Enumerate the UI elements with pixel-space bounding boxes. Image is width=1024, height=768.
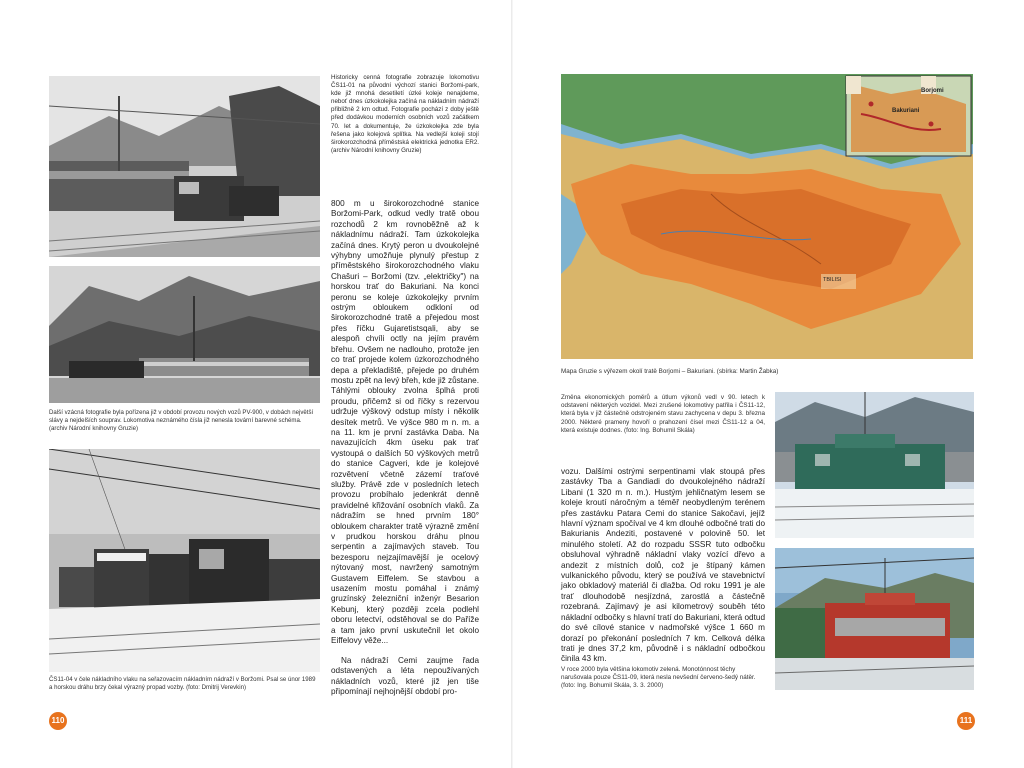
page-gutter [511, 0, 513, 768]
body-text-left-2: Na nádraží Cemi zaujme řada odstavených a léta nepoužívaných nákladních vozů, které již jen tiše připomínají nejhojnější období pro- [331, 656, 479, 697]
map-label-tbilisi: TBILISI [823, 277, 842, 283]
map-label-bakuriani: Bakuriani [892, 108, 920, 114]
photo-red-locomotive [775, 548, 974, 690]
map-of-georgia [561, 74, 973, 359]
caption-2: Další vzácná fotografie byla pořízena již v období provozu nových vozů PV-900, v dobách největší slávy a nejdelších souprav. Lokomotiva neznámého čísla již nenesla tovární barevné schéma. (archiv Národní knihovny Gruzie) [49, 409, 314, 432]
caption-3: ČS11-04 v čele nákladního vlaku na seřazovacím nákladním nádraží v Boržomi. Psal se únor 1989 a horskou dráhu brzy čekal výrazný propad vozby. (foto: Dmitrij Verevkin) [49, 676, 316, 691]
photo-snowy-yard [49, 449, 320, 672]
intro-caption: Historicky cenná fotografie zobrazuje lokomotivu ČS11-01 na původní výchozí stanici Boržomi-park, kde již mnohá desetiletí úzké koleje nenajdeme, neboť dnes úzkokolejka začíná na nákladním nádraží přibližně 2 km odtud. Fotografie pochází z doby ještě před dodávkou moderních osobních vozů začátkem 70. let a dokumentuje, že úzkokolejka zde byla řešena jako kolejová splítka. Na vedlejší koleji stojí širokorozchodná příměstská elektrická jednotka ER2. (archiv Národní knihovny Gruzie) [331, 74, 479, 154]
photo-mountain-train [49, 266, 320, 403]
page-number-left: 110 [49, 712, 67, 730]
body-text-right: vozu. Dalšími ostrými serpentinami vlak stoupá přes zastávky Tba a Gandiadi do dvoukolejného nádraží Libani (1 320 m n. m.). Hustým jehličnatým lesem se koleje kroutí náročným a téměř neobydleným terénem přes zastávku Patara Cemi do stanice Sakočavi, jejíž hlavní význam spočíval ve 4 km dlouhé odbočné trati do Bakurianis Andeziti, postavené v polovině 50. let minulého století. Až do rozpadu SSSR tuto odbočku obsluhoval výhradně nákladní vlaky vozící dřevo a andezit z místních dolů, což je štípaný kámen vulkanického původu, který se používá ve stavebnictví jako obkladový materiál či dlažba. Od roku 1991 je ale trať dlouhodobě nesjízdná, zarostlá a částečně rozebraná. Zajímavý je asi kilometrový souběh této nákladní odbočky s hlavní tratí do Bakuriani, která odtud do své cílové stanice v nadmořské výšce 1 660 m dorazí po překonání posledních 7 km. Celková délka trati je dnes 37,2 km, původně i s nákladní odbočkou činila 43 km. [561, 467, 765, 664]
map-label-borjomi: Borjomi [921, 88, 944, 94]
text-top-right: Změna ekonomických poměrů a útlum výkonů vedl v 90. letech k odstavení některých vozidel. Mezi zrušené lokomotivy patřila i ČS11-12, která byla v již částečně odstrojeném stavu zachycena v depu 3. března 2000. Některé prameny hovoří o prahození čísel mezi ČS11-12 a 04, která existuje dodnes. (foto: Ing. Bohumil Skála) [561, 394, 765, 434]
photo-green-locomotive [775, 392, 974, 538]
caption-bottom-right: V roce 2000 byla většina lokomotiv zelená. Monotónnost těchy narušovala pouze ČS11-09, která nesla nevšední červeno-šedý nátěr. (foto: Ing. Bohumil Skála, 3. 3. 2000) [561, 666, 756, 690]
photo-boržomi-park-station [49, 76, 320, 257]
map-caption: Mapa Gruzie s výřezem okolí tratě Borjomi – Bakuriani. (sbírka: Martin Žabka) [561, 368, 779, 375]
body-text-left: 800 m u širokorozchodné stanice Boržomi-Park, odkud vedly tratě obou rozchodů 2 km rovnoběžně až k nákladnímu nádraží. Tam úzkokolejka začíná dnes. Krytý peron u dvoukolejné výhybny umožňuje plynulý přestup z příměstského širokorozchodného vlaku Chašuri – Boržomi (tzv. „električky") na horskou trať do Bakuriani. Na konci peronu se koleje úzkokolejky prvním ostrým obloukem odkloní od širokorozchodné tratě a přejedou most přes říčku Gujaretistsqali, aby se alespoň chvíli octly na jejím pravém břehu. Ovšem ne nadlouho, protože jen co trať projede kolem úzkorozchodného depa a překladiště, přejede po druhém mostu zpět na levý břeh, kde již zůstane. Táhlými oblouky zvolna šplhá proti proudu, přičemž si od říčky s rezervou udržuje výškový odstup místy i několik desítek metrů. Ve výšce 980 m n. m. a na 11. km je první zastávka Daba. Na navazujících 4km úseku pak trať vystoupá o dalších 50 výškových metrů do stanice Cagveri, kde je kolejové rozvětvení včetně zázemí traťové služby. Právě zde v posledních letech provozu probíhalo jedenkrát denně pravidelné křižování osobních vlaků. Za nádražím se hned prvním 180° obloukem charakter tratě výrazně změní v prudkou horskou dráhu plnou serpentin a zajímavých staveb. Tou bezesporu nejzajímavější je ocelový nýtovaný most, navržený samotným Gustavem Eiffelem. Se stavbou a usazením mostu pomáhal i známý gruzínský železniční inženýr Besarion Kebunj, který později zcela podlehl oboru letectví, odstěhoval se do Paříže a tam jako první uskutečnil let okolo Eiffelovy věže... [331, 199, 479, 646]
page-number-right: 111 [957, 712, 975, 730]
